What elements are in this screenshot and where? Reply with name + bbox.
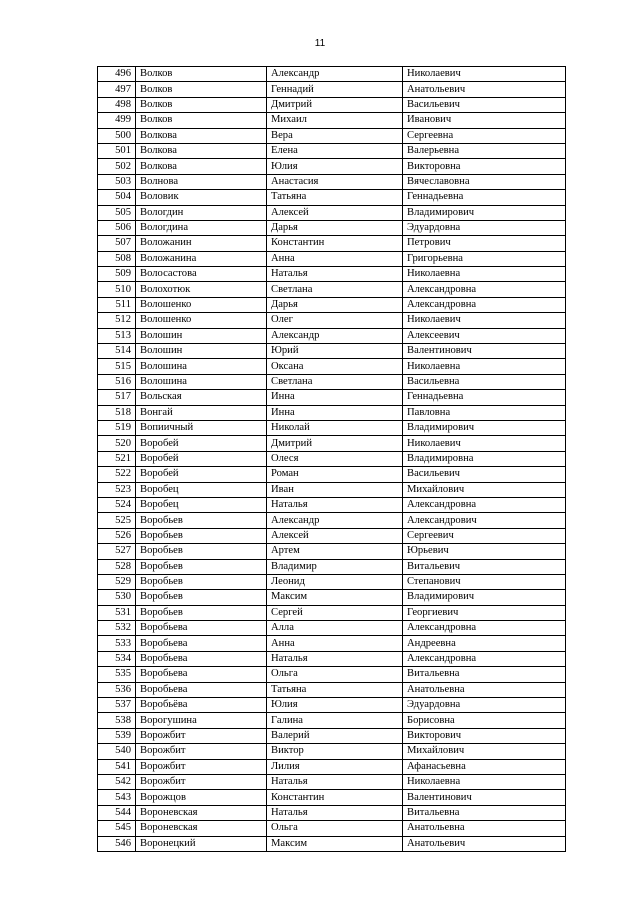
patronymic-cell: Александровна	[403, 282, 566, 297]
first-name-cell: Светлана	[267, 282, 403, 297]
first-name-cell: Лилия	[267, 759, 403, 774]
row-number-cell: 503	[98, 174, 136, 189]
row-number-cell: 512	[98, 313, 136, 328]
table-row	[98, 267, 566, 282]
last-name-cell: Волков	[136, 113, 267, 128]
patronymic-cell: Борисовна	[403, 713, 566, 728]
table-row	[98, 159, 566, 174]
last-name-cell: Волошенко	[136, 313, 267, 328]
table-row	[98, 574, 566, 589]
patronymic-cell: Петрович	[403, 236, 566, 251]
patronymic-cell: Владимирович	[403, 590, 566, 605]
table-row	[98, 513, 566, 528]
first-name-cell: Инна	[267, 390, 403, 405]
patronymic-cell: Владимирович	[403, 205, 566, 220]
last-name-cell: Волков	[136, 82, 267, 97]
last-name-cell: Вологдин	[136, 205, 267, 220]
table-row	[98, 744, 566, 759]
first-name-cell: Константин	[267, 790, 403, 805]
row-number-cell: 508	[98, 251, 136, 266]
last-name-cell: Воробей	[136, 436, 267, 451]
page-number: 11	[314, 38, 326, 49]
patronymic-cell: Юрьевич	[403, 544, 566, 559]
row-number-cell: 543	[98, 790, 136, 805]
first-name-cell: Инна	[267, 405, 403, 420]
table-row	[98, 528, 566, 543]
first-name-cell: Ольга	[267, 667, 403, 682]
table-row	[98, 836, 566, 851]
table-row	[98, 759, 566, 774]
row-number-cell: 507	[98, 236, 136, 251]
table-row	[98, 482, 566, 497]
table-row	[98, 220, 566, 235]
last-name-cell: Ворожбит	[136, 774, 267, 789]
last-name-cell: Вопиичный	[136, 420, 267, 435]
last-name-cell: Воробьева	[136, 682, 267, 697]
patronymic-cell: Павловна	[403, 405, 566, 420]
row-number-cell: 529	[98, 574, 136, 589]
table-row	[98, 651, 566, 666]
table-row	[98, 605, 566, 620]
table-row	[98, 97, 566, 112]
last-name-cell: Волохотюк	[136, 282, 267, 297]
names-table	[97, 66, 566, 852]
first-name-cell: Леонид	[267, 574, 403, 589]
row-number-cell: 500	[98, 128, 136, 143]
patronymic-cell: Геннадьевна	[403, 190, 566, 205]
table-row	[98, 190, 566, 205]
row-number-cell: 516	[98, 374, 136, 389]
patronymic-cell: Александровна	[403, 297, 566, 312]
table-row	[98, 82, 566, 97]
last-name-cell: Вороневская	[136, 805, 267, 820]
patronymic-cell: Валерьевна	[403, 143, 566, 158]
row-number-cell: 533	[98, 636, 136, 651]
last-name-cell: Волошенко	[136, 297, 267, 312]
first-name-cell: Алексей	[267, 205, 403, 220]
patronymic-cell: Геннадьевна	[403, 390, 566, 405]
last-name-cell: Волкова	[136, 143, 267, 158]
last-name-cell: Ворожбит	[136, 759, 267, 774]
row-number-cell: 526	[98, 528, 136, 543]
row-number-cell: 519	[98, 420, 136, 435]
first-name-cell: Владимир	[267, 559, 403, 574]
table-row	[98, 467, 566, 482]
first-name-cell: Наталья	[267, 497, 403, 512]
patronymic-cell: Николаевна	[403, 359, 566, 374]
first-name-cell: Олег	[267, 313, 403, 328]
last-name-cell: Ворогушина	[136, 713, 267, 728]
row-number-cell: 514	[98, 344, 136, 359]
patronymic-cell: Александровна	[403, 621, 566, 636]
first-name-cell: Дарья	[267, 297, 403, 312]
table-row	[98, 113, 566, 128]
table-row	[98, 420, 566, 435]
patronymic-cell: Анатольевич	[403, 836, 566, 851]
last-name-cell: Воложанина	[136, 251, 267, 266]
row-number-cell: 525	[98, 513, 136, 528]
row-number-cell: 506	[98, 220, 136, 235]
row-number-cell: 496	[98, 67, 136, 82]
table-row	[98, 821, 566, 836]
row-number-cell: 510	[98, 282, 136, 297]
patronymic-cell: Валентинович	[403, 344, 566, 359]
row-number-cell: 524	[98, 497, 136, 512]
table-row	[98, 174, 566, 189]
patronymic-cell: Иванович	[403, 113, 566, 128]
row-number-cell: 530	[98, 590, 136, 605]
row-number-cell: 501	[98, 143, 136, 158]
row-number-cell: 535	[98, 667, 136, 682]
row-number-cell: 544	[98, 805, 136, 820]
table-row	[98, 313, 566, 328]
last-name-cell: Воронецкий	[136, 836, 267, 851]
first-name-cell: Олеся	[267, 451, 403, 466]
table-row	[98, 682, 566, 697]
patronymic-cell: Николаевич	[403, 436, 566, 451]
last-name-cell: Волнова	[136, 174, 267, 189]
patronymic-cell: Алексеевич	[403, 328, 566, 343]
patronymic-cell: Анатольевич	[403, 82, 566, 97]
patronymic-cell: Александровна	[403, 651, 566, 666]
last-name-cell: Вольская	[136, 390, 267, 405]
table-row	[98, 359, 566, 374]
last-name-cell: Воробьева	[136, 651, 267, 666]
first-name-cell: Виктор	[267, 744, 403, 759]
table-row	[98, 451, 566, 466]
row-number-cell: 523	[98, 482, 136, 497]
first-name-cell: Александр	[267, 328, 403, 343]
patronymic-cell: Витальевна	[403, 805, 566, 820]
last-name-cell: Волков	[136, 97, 267, 112]
table-row	[98, 698, 566, 713]
last-name-cell: Воробьев	[136, 544, 267, 559]
last-name-cell: Волошина	[136, 374, 267, 389]
patronymic-cell: Александрович	[403, 513, 566, 528]
table-row	[98, 590, 566, 605]
first-name-cell: Александр	[267, 513, 403, 528]
row-number-cell: 522	[98, 467, 136, 482]
table-row	[98, 344, 566, 359]
row-number-cell: 538	[98, 713, 136, 728]
table-row	[98, 236, 566, 251]
first-name-cell: Юрий	[267, 344, 403, 359]
last-name-cell: Воробец	[136, 497, 267, 512]
table-row	[98, 143, 566, 158]
first-name-cell: Татьяна	[267, 682, 403, 697]
table-row	[98, 774, 566, 789]
row-number-cell: 537	[98, 698, 136, 713]
first-name-cell: Галина	[267, 713, 403, 728]
first-name-cell: Михаил	[267, 113, 403, 128]
patronymic-cell: Афанасьевна	[403, 759, 566, 774]
first-name-cell: Дарья	[267, 220, 403, 235]
table-row	[98, 559, 566, 574]
first-name-cell: Дмитрий	[267, 436, 403, 451]
first-name-cell: Роман	[267, 467, 403, 482]
row-number-cell: 541	[98, 759, 136, 774]
patronymic-cell: Михайлович	[403, 482, 566, 497]
first-name-cell: Анна	[267, 636, 403, 651]
patronymic-cell: Георгиевич	[403, 605, 566, 620]
last-name-cell: Воробьева	[136, 621, 267, 636]
patronymic-cell: Витальевна	[403, 667, 566, 682]
last-name-cell: Волошин	[136, 328, 267, 343]
last-name-cell: Ворожбит	[136, 728, 267, 743]
last-name-cell: Воробьев	[136, 559, 267, 574]
first-name-cell: Наталья	[267, 805, 403, 820]
last-name-cell: Воробец	[136, 482, 267, 497]
patronymic-cell: Анатольевна	[403, 821, 566, 836]
first-name-cell: Геннадий	[267, 82, 403, 97]
table-row	[98, 67, 566, 82]
patronymic-cell: Владимирович	[403, 420, 566, 435]
first-name-cell: Наталья	[267, 651, 403, 666]
row-number-cell: 505	[98, 205, 136, 220]
table-row	[98, 282, 566, 297]
first-name-cell: Валерий	[267, 728, 403, 743]
patronymic-cell: Степанович	[403, 574, 566, 589]
row-number-cell: 540	[98, 744, 136, 759]
patronymic-cell: Васильевич	[403, 97, 566, 112]
first-name-cell: Сергей	[267, 605, 403, 620]
row-number-cell: 528	[98, 559, 136, 574]
row-number-cell: 520	[98, 436, 136, 451]
first-name-cell: Ольга	[267, 821, 403, 836]
table-row	[98, 328, 566, 343]
last-name-cell: Воловик	[136, 190, 267, 205]
row-number-cell: 497	[98, 82, 136, 97]
first-name-cell: Алексей	[267, 528, 403, 543]
patronymic-cell: Эдуардовна	[403, 220, 566, 235]
table-row	[98, 390, 566, 405]
patronymic-cell: Николаевна	[403, 267, 566, 282]
patronymic-cell: Вячеславовна	[403, 174, 566, 189]
patronymic-cell: Николаевич	[403, 313, 566, 328]
first-name-cell: Юлия	[267, 159, 403, 174]
patronymic-cell: Андреевна	[403, 636, 566, 651]
row-number-cell: 513	[98, 328, 136, 343]
row-number-cell: 502	[98, 159, 136, 174]
first-name-cell: Иван	[267, 482, 403, 497]
table-row	[98, 497, 566, 512]
last-name-cell: Вороневская	[136, 821, 267, 836]
names-table-body	[98, 67, 566, 852]
table-row	[98, 621, 566, 636]
first-name-cell: Николай	[267, 420, 403, 435]
first-name-cell: Дмитрий	[267, 97, 403, 112]
patronymic-cell: Викторович	[403, 728, 566, 743]
table-row	[98, 544, 566, 559]
patronymic-cell: Александровна	[403, 497, 566, 512]
last-name-cell: Волосастова	[136, 267, 267, 282]
row-number-cell: 527	[98, 544, 136, 559]
last-name-cell: Вонгай	[136, 405, 267, 420]
first-name-cell: Елена	[267, 143, 403, 158]
last-name-cell: Воробьев	[136, 590, 267, 605]
first-name-cell: Светлана	[267, 374, 403, 389]
last-name-cell: Ворожцов	[136, 790, 267, 805]
row-number-cell: 539	[98, 728, 136, 743]
last-name-cell: Воробьев	[136, 605, 267, 620]
first-name-cell: Максим	[267, 590, 403, 605]
first-name-cell: Александр	[267, 67, 403, 82]
row-number-cell: 515	[98, 359, 136, 374]
row-number-cell: 517	[98, 390, 136, 405]
last-name-cell: Воробьев	[136, 513, 267, 528]
patronymic-cell: Викторовна	[403, 159, 566, 174]
last-name-cell: Вологдина	[136, 220, 267, 235]
table-row	[98, 128, 566, 143]
last-name-cell: Воробьева	[136, 667, 267, 682]
table-row	[98, 436, 566, 451]
row-number-cell: 531	[98, 605, 136, 620]
last-name-cell: Воробьев	[136, 574, 267, 589]
patronymic-cell: Васильевна	[403, 374, 566, 389]
last-name-cell: Волкова	[136, 159, 267, 174]
table-row	[98, 728, 566, 743]
row-number-cell: 536	[98, 682, 136, 697]
patronymic-cell: Васильевич	[403, 467, 566, 482]
row-number-cell: 532	[98, 621, 136, 636]
last-name-cell: Волошина	[136, 359, 267, 374]
first-name-cell: Алла	[267, 621, 403, 636]
row-number-cell: 518	[98, 405, 136, 420]
patronymic-cell: Сергеевна	[403, 128, 566, 143]
row-number-cell: 546	[98, 836, 136, 851]
first-name-cell: Наталья	[267, 267, 403, 282]
table-row	[98, 713, 566, 728]
patronymic-cell: Сергеевич	[403, 528, 566, 543]
last-name-cell: Воробьев	[136, 528, 267, 543]
patronymic-cell: Витальевич	[403, 559, 566, 574]
last-name-cell: Воробей	[136, 451, 267, 466]
first-name-cell: Константин	[267, 236, 403, 251]
first-name-cell: Вера	[267, 128, 403, 143]
first-name-cell: Оксана	[267, 359, 403, 374]
last-name-cell: Волкова	[136, 128, 267, 143]
last-name-cell: Воробей	[136, 467, 267, 482]
row-number-cell: 511	[98, 297, 136, 312]
patronymic-cell: Валентинович	[403, 790, 566, 805]
first-name-cell: Юлия	[267, 698, 403, 713]
last-name-cell: Воробьева	[136, 636, 267, 651]
row-number-cell: 509	[98, 267, 136, 282]
table-row	[98, 790, 566, 805]
row-number-cell: 545	[98, 821, 136, 836]
patronymic-cell: Владимировна	[403, 451, 566, 466]
table-row	[98, 805, 566, 820]
row-number-cell: 498	[98, 97, 136, 112]
patronymic-cell: Михайлович	[403, 744, 566, 759]
first-name-cell: Татьяна	[267, 190, 403, 205]
table-row	[98, 667, 566, 682]
table-row	[98, 251, 566, 266]
patronymic-cell: Николаевич	[403, 67, 566, 82]
row-number-cell: 499	[98, 113, 136, 128]
table-row	[98, 374, 566, 389]
patronymic-cell: Николаевна	[403, 774, 566, 789]
last-name-cell: Воложанин	[136, 236, 267, 251]
last-name-cell: Волков	[136, 67, 267, 82]
table-row	[98, 636, 566, 651]
last-name-cell: Воробьёва	[136, 698, 267, 713]
last-name-cell: Ворожбит	[136, 744, 267, 759]
first-name-cell: Максим	[267, 836, 403, 851]
first-name-cell: Анастасия	[267, 174, 403, 189]
table-row	[98, 405, 566, 420]
last-name-cell: Волошин	[136, 344, 267, 359]
table-row	[98, 205, 566, 220]
row-number-cell: 542	[98, 774, 136, 789]
patronymic-cell: Эдуардовна	[403, 698, 566, 713]
patronymic-cell: Анатольевна	[403, 682, 566, 697]
first-name-cell: Артем	[267, 544, 403, 559]
row-number-cell: 521	[98, 451, 136, 466]
patronymic-cell: Григорьевна	[403, 251, 566, 266]
row-number-cell: 504	[98, 190, 136, 205]
first-name-cell: Анна	[267, 251, 403, 266]
first-name-cell: Наталья	[267, 774, 403, 789]
row-number-cell: 534	[98, 651, 136, 666]
table-row	[98, 297, 566, 312]
